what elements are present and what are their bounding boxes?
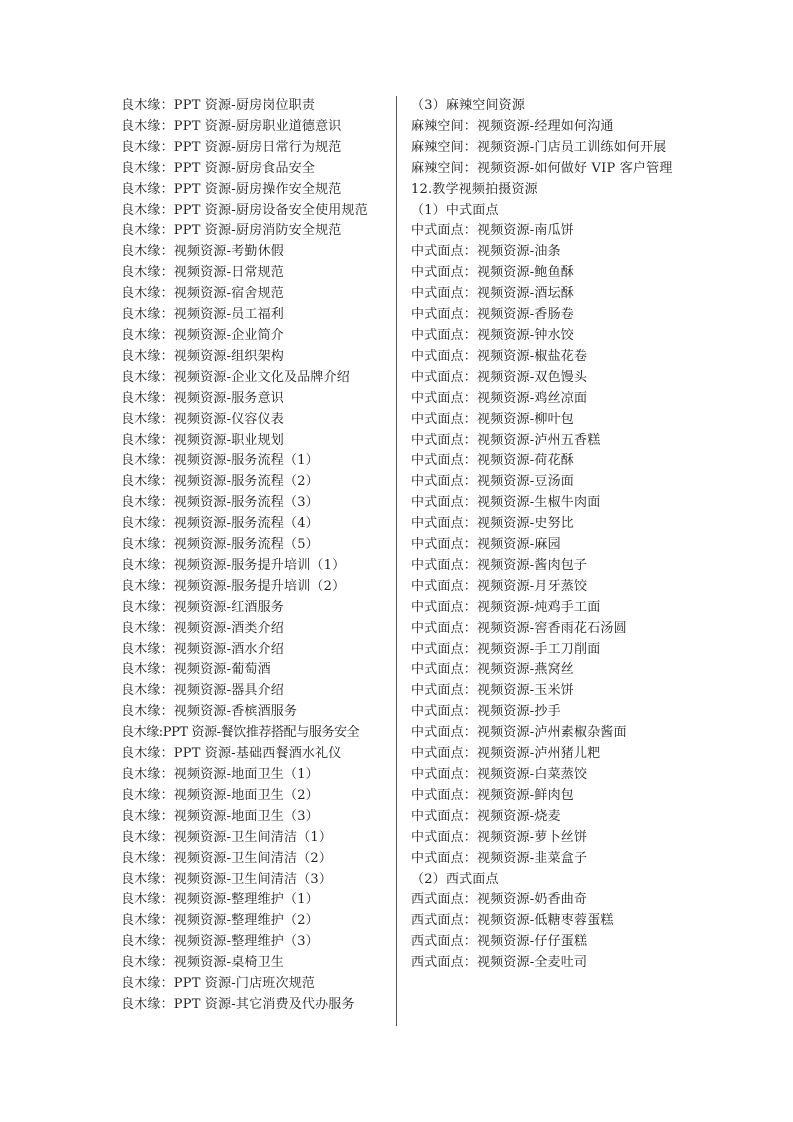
list-item: 良木缘：视频资源-卫生间清洁（2） <box>121 850 333 866</box>
list-item: 中式面点：视频资源-抄手 <box>411 704 561 720</box>
list-item: 良木缘：PPT 资源-厨房消防安全规范 <box>121 223 342 239</box>
list-item: 12.教学视频拍摄资源 <box>411 181 538 197</box>
list-item: 中式面点：视频资源-燕窝丝 <box>411 662 574 678</box>
list-item: 良木缘：视频资源-红酒服务 <box>121 599 284 615</box>
list-item: 西式面点：视频资源-低糖枣蓉蛋糕 <box>411 913 614 929</box>
list-item: 中式面点：视频资源-麻园 <box>411 537 561 553</box>
list-item: 中式面点：视频资源-椒盐花卷 <box>411 348 588 364</box>
list-item: 中式面点：视频资源-鲜肉包 <box>411 787 574 803</box>
list-item: 良木缘：PPT 资源-厨房岗位职责 <box>121 98 316 113</box>
list-item: 良木缘：视频资源-服务流程（5） <box>121 537 319 553</box>
list-item: 中式面点：视频资源-玉米饼 <box>411 683 574 699</box>
list-item: 良木缘：视频资源-服务意识 <box>121 390 284 406</box>
list-item: 良木缘：视频资源-仪容仪表 <box>121 411 284 427</box>
list-item: 中式面点：视频资源-鸡丝凉面 <box>411 390 588 406</box>
list-item: 麻辣空间：视频资源-门店员工训练如何开展 <box>411 139 667 155</box>
list-item: 良木缘：视频资源-香槟酒服务 <box>121 704 298 720</box>
list-item: 良木缘：视频资源-酒水介绍 <box>121 641 284 657</box>
list-item: 麻辣空间：视频资源-经理如何沟通 <box>411 118 614 134</box>
list-item: 中式面点：视频资源-生椒牛肉面 <box>411 495 601 511</box>
column-divider <box>396 96 397 1026</box>
list-item: 中式面点：视频资源-泸州猪儿粑 <box>411 746 601 762</box>
list-item: 良木缘：视频资源-企业文化及品牌介绍 <box>121 369 350 385</box>
list-item: 良木缘：视频资源-卫生间清洁（3） <box>121 871 333 887</box>
list-item: 良木缘：视频资源-整理维护（1） <box>121 892 319 908</box>
list-item: 良木缘：视频资源-桌椅卫生 <box>121 955 284 971</box>
list-item: 中式面点：视频资源-豆汤面 <box>411 474 574 490</box>
list-item: 西式面点：视频资源-全麦吐司 <box>411 955 588 971</box>
list-item: 良木缘：PPT 资源-厨房日常行为规范 <box>121 139 342 155</box>
list-item: 良木缘：视频资源-服务流程（3） <box>121 495 319 511</box>
list-item: 中式面点：视频资源-月牙蒸饺 <box>411 578 588 594</box>
list-item: 良木缘：视频资源-服务流程（1） <box>121 453 319 469</box>
list-item: 中式面点：视频资源-炖鸡手工面 <box>411 599 601 615</box>
list-item: 良木缘：视频资源-卫生间清洁（1） <box>121 829 333 845</box>
list-item: 中式面点：视频资源-白菜蒸饺 <box>411 767 588 782</box>
list-item: 良木缘：视频资源-服务提升培训（1） <box>121 557 346 573</box>
list-item: 中式面点：视频资源-手工刀削面 <box>411 641 601 657</box>
list-item: 中式面点：视频资源-双色馒头 <box>411 369 588 385</box>
list-item: 良木缘：PPT 资源-门店班次规范 <box>121 976 316 992</box>
list-item: 麻辣空间：视频资源-如何做好 VIP 客户管理 <box>411 160 673 176</box>
list-item: 良木缘：视频资源-服务流程（2） <box>121 474 319 490</box>
list-item: 中式面点：视频资源-窖香雨花石汤圆 <box>411 620 627 636</box>
list-item: 良木缘：视频资源-酒类介绍 <box>121 620 284 636</box>
list-item: 中式面点：视频资源-香肠卷 <box>411 307 574 323</box>
list-item: 良木缘：视频资源-整理维护（3） <box>121 934 319 950</box>
list-item: 中式面点：视频资源-柳叶包 <box>411 411 574 427</box>
list-item: 良木缘：视频资源-地面卫生（2） <box>121 787 319 803</box>
list-item: 良木缘：视频资源-日常规范 <box>121 265 284 281</box>
list-item: 良木缘：PPT 资源-其它消费及代办服务 <box>121 996 355 1012</box>
list-item: 良木缘:PPT 资源-餐饮推荐搭配与服务安全 <box>121 725 360 741</box>
list-item: 良木缘：视频资源-地面卫生（3） <box>121 808 319 824</box>
list-item: 中式面点：视频资源-南瓜饼 <box>411 223 574 239</box>
list-item: 中式面点：视频资源-油条 <box>411 244 561 260</box>
list-item: 良木缘：视频资源-整理维护（2） <box>121 913 319 929</box>
list-item: 良木缘：视频资源-葡萄酒 <box>121 662 271 678</box>
list-item: 良木缘：视频资源-宿舍规范 <box>121 286 284 302</box>
list-item: （3）麻辣空间资源 <box>411 98 526 113</box>
list-item: 中式面点：视频资源-泸州五香糕 <box>411 432 601 448</box>
list-item: 良木缘：PPT 资源-厨房食品安全 <box>121 160 316 176</box>
list-item: （2）西式面点 <box>411 871 499 887</box>
list-item: 中式面点：视频资源-荷花酥 <box>411 453 574 469</box>
list-item: 中式面点：视频资源-史努比 <box>411 516 574 532</box>
list-item: 良木缘：视频资源-职业规划 <box>121 432 284 448</box>
list-item: 良木缘：视频资源-员工福利 <box>121 307 284 323</box>
list-item: 中式面点：视频资源-烧麦 <box>411 808 561 824</box>
list-item: 良木缘：PPT 资源-基础西餐酒水礼仪 <box>121 746 342 762</box>
left-column <box>121 96 389 1016</box>
list-item: 中式面点：视频资源-韭菜盒子 <box>411 850 588 866</box>
list-item: 良木缘：视频资源-器具介绍 <box>121 683 284 699</box>
list-item: 西式面点：视频资源-奶香曲奇 <box>411 892 588 908</box>
list-item: 西式面点：视频资源-仔仔蛋糕 <box>411 934 588 950</box>
list-item: 良木缘：视频资源-地面卫生（1） <box>121 767 319 782</box>
list-item: 良木缘：视频资源-组织架构 <box>121 348 284 364</box>
list-item: 中式面点：视频资源-萝卜丝饼 <box>411 829 588 845</box>
list-item: 良木缘：PPT 资源-厨房职业道德意识 <box>121 118 342 134</box>
list-item: 良木缘：PPT 资源-厨房设备安全使用规范 <box>121 202 368 218</box>
list-item: 良木缘：视频资源-服务流程（4） <box>121 516 319 532</box>
list-item: 中式面点：视频资源-钟水饺 <box>411 327 574 343</box>
list-item: 中式面点：视频资源-酒坛酥 <box>411 286 574 302</box>
list-item: 中式面点：视频资源-酱肉包子 <box>411 557 588 573</box>
list-item: 中式面点：视频资源-鲍鱼酥 <box>411 265 574 281</box>
right-column <box>411 96 679 974</box>
list-item: （1）中式面点 <box>411 202 499 218</box>
list-item: 良木缘：视频资源-服务提升培训（2） <box>121 578 346 594</box>
list-item: 中式面点：视频资源-泸州素椒杂酱面 <box>411 725 627 741</box>
list-item: 良木缘：PPT 资源-厨房操作安全规范 <box>121 181 342 197</box>
list-item: 良木缘：视频资源-考勤休假 <box>121 244 284 260</box>
list-item: 良木缘：视频资源-企业简介 <box>121 327 284 343</box>
